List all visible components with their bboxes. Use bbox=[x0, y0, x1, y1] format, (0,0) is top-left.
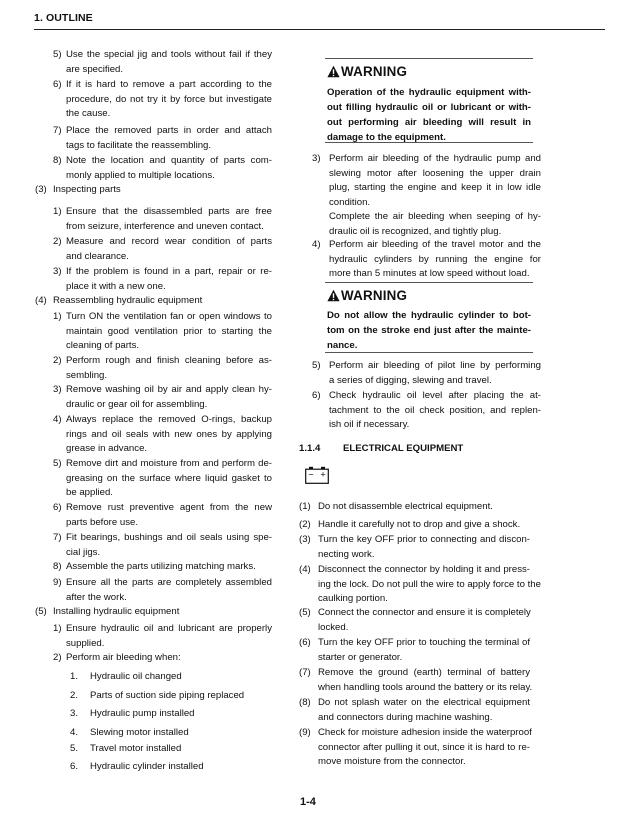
warning-triangle-icon bbox=[327, 289, 340, 302]
item-text-line: Inspecting parts bbox=[53, 184, 121, 195]
item-text-line: Installing hydraulic equipment bbox=[53, 606, 180, 617]
item-text bbox=[318, 533, 530, 562]
item-text bbox=[66, 651, 292, 666]
item-number: 9) bbox=[53, 577, 62, 588]
item-text bbox=[66, 235, 272, 264]
item-number: 1. bbox=[70, 671, 79, 682]
item-text-line: the cause. bbox=[66, 108, 111, 119]
item-text bbox=[66, 457, 272, 501]
warning-top-rule bbox=[325, 58, 533, 59]
item-text bbox=[329, 389, 541, 433]
item-text-line: Remove dirt and moisture from and perform de- bbox=[66, 458, 272, 469]
item-number: (3) bbox=[299, 534, 311, 545]
item-number: 7) bbox=[53, 532, 62, 543]
item-text-line: ing the lock. Do not pull the wire to apply force to the bbox=[318, 578, 541, 590]
item-text-line: from seizure, interference and uneven contact. bbox=[66, 220, 264, 232]
item-text-line: Travel motor installed bbox=[90, 743, 182, 754]
item-text-line: ish oil if necessary. bbox=[329, 419, 410, 430]
item-number: 1) bbox=[53, 311, 62, 322]
item-number: 6. bbox=[70, 761, 79, 772]
item-number: 2. bbox=[70, 690, 79, 701]
item-number: (4) bbox=[299, 564, 311, 575]
item-text-line: condition. bbox=[329, 196, 371, 208]
item-text bbox=[318, 563, 541, 607]
item-text-line: place it with a new one. bbox=[66, 280, 166, 292]
item-text bbox=[66, 154, 272, 183]
warning-bottom-rule bbox=[325, 352, 533, 353]
item-number: 3) bbox=[312, 153, 321, 164]
item-text-line: Turn the key OFF prior to touching the terminal of bbox=[318, 637, 530, 648]
item-text-line: monly applied to multiple locations. bbox=[66, 169, 215, 181]
item-number: (2) bbox=[299, 519, 311, 530]
item-text-line: move moisture from the connector. bbox=[318, 756, 466, 767]
item-text bbox=[66, 78, 272, 122]
item-text-line: procedure, do not try it by force but investigate bbox=[66, 93, 272, 105]
item-number: 3. bbox=[70, 708, 79, 719]
item-text-line: Assemble the parts utilizing matching marks. bbox=[66, 561, 256, 572]
item-text-line: Ensure that the disassembled parts are free bbox=[66, 206, 272, 217]
item-number: (4) bbox=[35, 295, 47, 306]
item-text-line: Perform air bleeding of the hydraulic pump and bbox=[329, 153, 541, 164]
item-text bbox=[318, 636, 530, 665]
item-text bbox=[66, 205, 272, 234]
item-text bbox=[90, 707, 316, 722]
warning-body-line: damage to the equipment. bbox=[327, 132, 446, 143]
item-number: 8) bbox=[53, 155, 62, 166]
item-text bbox=[66, 560, 292, 575]
warning-title bbox=[327, 64, 407, 79]
battery-minus-sign: − bbox=[308, 469, 314, 480]
item-text-line: greasing on the surface where liquid gasket to bbox=[66, 472, 272, 484]
section-number: 1.1.4 bbox=[299, 443, 321, 454]
item-number: (6) bbox=[299, 637, 311, 648]
item-text bbox=[90, 689, 316, 704]
item-number: 2) bbox=[53, 652, 62, 663]
item-number: 7) bbox=[53, 125, 62, 136]
item-text bbox=[318, 666, 533, 695]
item-text bbox=[66, 531, 272, 560]
item-text-line: sembling. bbox=[66, 369, 108, 381]
item-text bbox=[66, 310, 272, 354]
item-number: 6) bbox=[53, 502, 62, 513]
item-number: 5. bbox=[70, 743, 79, 754]
warning-body-line: Do not allow the hydraulic cylinder to bot- bbox=[327, 310, 531, 321]
item-text-line: Hydraulic pump installed bbox=[90, 708, 195, 719]
item-text bbox=[329, 152, 541, 239]
item-text-line: Check hydraulic oil level after placing the at- bbox=[329, 390, 541, 401]
item-text-line: caulking portion. bbox=[318, 593, 388, 604]
warning-body-line: Operation of the hydraulic equipment with- bbox=[327, 87, 531, 98]
item-text bbox=[66, 413, 272, 457]
item-text-line: be applied. bbox=[66, 487, 113, 498]
warning-bottom-rule bbox=[325, 142, 533, 143]
item-text-line: supplied. bbox=[66, 637, 105, 649]
item-text bbox=[66, 622, 272, 651]
item-number: (1) bbox=[299, 501, 311, 512]
section-title: ELECTRICAL EQUIPMENT bbox=[343, 443, 464, 454]
item-text-line: Fit bearings, bushings and oil seals using spe- bbox=[66, 532, 272, 543]
item-text-line: Do not splash water on the electrical equipment bbox=[318, 697, 530, 708]
item-text-line: Perform air bleeding when: bbox=[66, 652, 181, 663]
item-text bbox=[66, 48, 272, 77]
item-text-line: Perform rough and finish cleaning before as- bbox=[66, 355, 272, 366]
item-text bbox=[66, 124, 272, 153]
item-text-line: cial jigs. bbox=[66, 546, 101, 558]
item-text bbox=[318, 606, 530, 635]
item-text-line: Remove rust preventive agent from the new bbox=[66, 502, 272, 513]
item-text-line: are specified. bbox=[66, 63, 124, 75]
item-number: 2) bbox=[53, 355, 62, 366]
warning-top-rule bbox=[325, 282, 533, 283]
item-text-line: Perform air bleeding of the travel motor and the bbox=[329, 239, 541, 250]
battery-icon bbox=[305, 466, 329, 484]
item-text bbox=[53, 183, 279, 198]
item-number: 6) bbox=[53, 79, 62, 90]
item-text bbox=[66, 354, 272, 383]
item-number: 4) bbox=[53, 414, 62, 425]
item-text bbox=[318, 696, 530, 725]
item-text bbox=[90, 670, 316, 685]
item-text-line: Slewing motor installed bbox=[90, 727, 189, 738]
item-text-line: Turn ON the ventilation fan or open windows to bbox=[66, 311, 272, 322]
item-number: 4) bbox=[312, 239, 321, 250]
item-text-line: a series of digging, slewing and travel. bbox=[329, 374, 492, 386]
header-rule bbox=[34, 29, 605, 30]
item-text-line: Note the location and quantity of parts com- bbox=[66, 155, 272, 166]
warning-body bbox=[327, 308, 531, 353]
item-text bbox=[329, 359, 541, 388]
item-number: (5) bbox=[35, 606, 47, 617]
warning-body-line: tom on the stroke end just after the mainte- bbox=[327, 325, 531, 336]
item-text-line: Hydraulic cylinder installed bbox=[90, 761, 204, 772]
item-text-line: slewing motor after loosening the upper drain bbox=[329, 167, 541, 179]
item-text-line: Place the removed parts in order and attach bbox=[66, 125, 272, 136]
item-text-line: draulic or gear oil for assembling. bbox=[66, 398, 208, 410]
item-text-line: Parts of suction side piping replaced bbox=[90, 690, 245, 701]
item-text-line: after the work. bbox=[66, 591, 127, 603]
item-text-line: tachment to the oil check position, and replen- bbox=[329, 404, 541, 416]
item-number: (3) bbox=[35, 184, 47, 195]
item-text-line: Remove the ground (earth) terminal of battery bbox=[318, 667, 530, 678]
item-text-line: Turn the key OFF prior to connecting and discon- bbox=[318, 534, 530, 545]
item-number: 5) bbox=[53, 49, 62, 60]
item-text-line: necting work. bbox=[318, 548, 375, 560]
item-text-line: and clearance. bbox=[66, 250, 129, 262]
item-text bbox=[66, 383, 272, 412]
item-number: 4. bbox=[70, 727, 79, 738]
item-text bbox=[66, 576, 272, 605]
item-text bbox=[318, 500, 550, 515]
item-text-line: tags to facilitate the reassembling. bbox=[66, 139, 212, 151]
item-number: 1) bbox=[53, 623, 62, 634]
item-text-line: Use the special jig and tools without fail if they bbox=[66, 49, 272, 60]
item-text-line: Ensure all the parts are completely assembled bbox=[66, 577, 272, 588]
warning-body-line: out filling hydraulic oil or lubricant or with- bbox=[327, 102, 531, 113]
item-number: 2) bbox=[53, 236, 62, 247]
item-text-line: hydraulic cylinders by running the engine for bbox=[329, 253, 541, 265]
item-text bbox=[318, 518, 550, 533]
warning-title-text: WARNING bbox=[341, 288, 408, 303]
page-header: 1. OUTLINE bbox=[34, 12, 93, 24]
item-text-line: Measure and record wear condition of parts bbox=[66, 236, 272, 247]
battery-plus-sign: + bbox=[320, 469, 326, 480]
warning-body-line: out performing air bleeding will result in bbox=[327, 117, 531, 128]
item-text-line: Perform air bleeding of pilot line by performing bbox=[329, 360, 541, 371]
item-text-line: Reassembling hydraulic equipment bbox=[53, 295, 203, 306]
item-text-line: maintain good ventilation prior to starting the bbox=[66, 325, 272, 337]
item-text bbox=[318, 726, 530, 770]
item-text-line: rings and oil seals with new ones by applying bbox=[66, 428, 272, 440]
item-text-line: connector after pulling it out, since it is hard to re- bbox=[318, 741, 530, 753]
warning-title-text: WARNING bbox=[341, 64, 408, 79]
item-text-line: Handle it carefully not to drop and give a shock. bbox=[318, 519, 521, 530]
item-text bbox=[66, 265, 272, 294]
item-text-line: Disconnect the connector by holding it and press- bbox=[318, 564, 530, 575]
item-number: 1) bbox=[53, 206, 62, 217]
item-text-line: when handling tools around the battery or its relay. bbox=[318, 681, 533, 693]
item-number: 5) bbox=[53, 458, 62, 469]
item-number: (8) bbox=[299, 697, 311, 708]
item-text-line: Complete the air bleeding when seeping of hy- bbox=[329, 211, 541, 222]
item-text-line: Remove washing oil by air and apply clean hy- bbox=[66, 384, 272, 395]
item-text-line: Do not disassemble electrical equipment. bbox=[318, 501, 493, 512]
item-text-line: If it is hard to remove a part according to the bbox=[66, 79, 272, 90]
item-text-line: and connectors during machine washing. bbox=[318, 711, 493, 723]
page-number: 1-4 bbox=[300, 796, 316, 808]
item-text-line: parts before use. bbox=[66, 516, 138, 528]
item-text-line: plug, starting the engine and keep it in low idle bbox=[329, 182, 541, 193]
item-number: (9) bbox=[299, 727, 311, 738]
item-text-line: Hydraulic oil changed bbox=[90, 671, 182, 682]
item-text-line: locked. bbox=[318, 621, 349, 633]
warning-triangle-icon bbox=[327, 65, 340, 78]
item-text-line: more than 5 minutes at low speed without load. bbox=[329, 268, 530, 279]
item-text bbox=[90, 742, 316, 757]
item-number: 8) bbox=[53, 561, 62, 572]
item-text bbox=[90, 726, 316, 741]
warning-body bbox=[327, 85, 531, 145]
item-text-line: Always replace the removed O-rings, backup bbox=[66, 414, 272, 425]
item-text bbox=[53, 294, 279, 309]
item-number: (7) bbox=[299, 667, 311, 678]
warning-body-line: nance. bbox=[327, 340, 358, 351]
item-text bbox=[66, 501, 272, 530]
warning-title bbox=[327, 288, 407, 303]
item-text-line: grease in advance. bbox=[66, 443, 148, 454]
item-text bbox=[329, 238, 541, 282]
item-text-line: Ensure hydraulic oil and lubricant are properly bbox=[66, 623, 272, 634]
item-number: (5) bbox=[299, 607, 311, 618]
item-number: 6) bbox=[312, 390, 321, 401]
item-number: 5) bbox=[312, 360, 321, 371]
item-number: 3) bbox=[53, 266, 62, 277]
item-text bbox=[90, 760, 316, 775]
item-text-line: draulic oil is recognized, and tightly plug. bbox=[329, 225, 502, 237]
item-text-line: cleaning of parts. bbox=[66, 340, 140, 351]
item-text bbox=[53, 605, 279, 620]
item-text-line: Check for moisture adhesion inside the waterproof bbox=[318, 727, 532, 738]
item-text-line: If the problem is found in a part, repair or re- bbox=[66, 266, 272, 277]
item-text-line: Connect the connector and ensure it is completely bbox=[318, 607, 531, 618]
item-number: 3) bbox=[53, 384, 62, 395]
item-text-line: starter or generator. bbox=[318, 651, 403, 663]
